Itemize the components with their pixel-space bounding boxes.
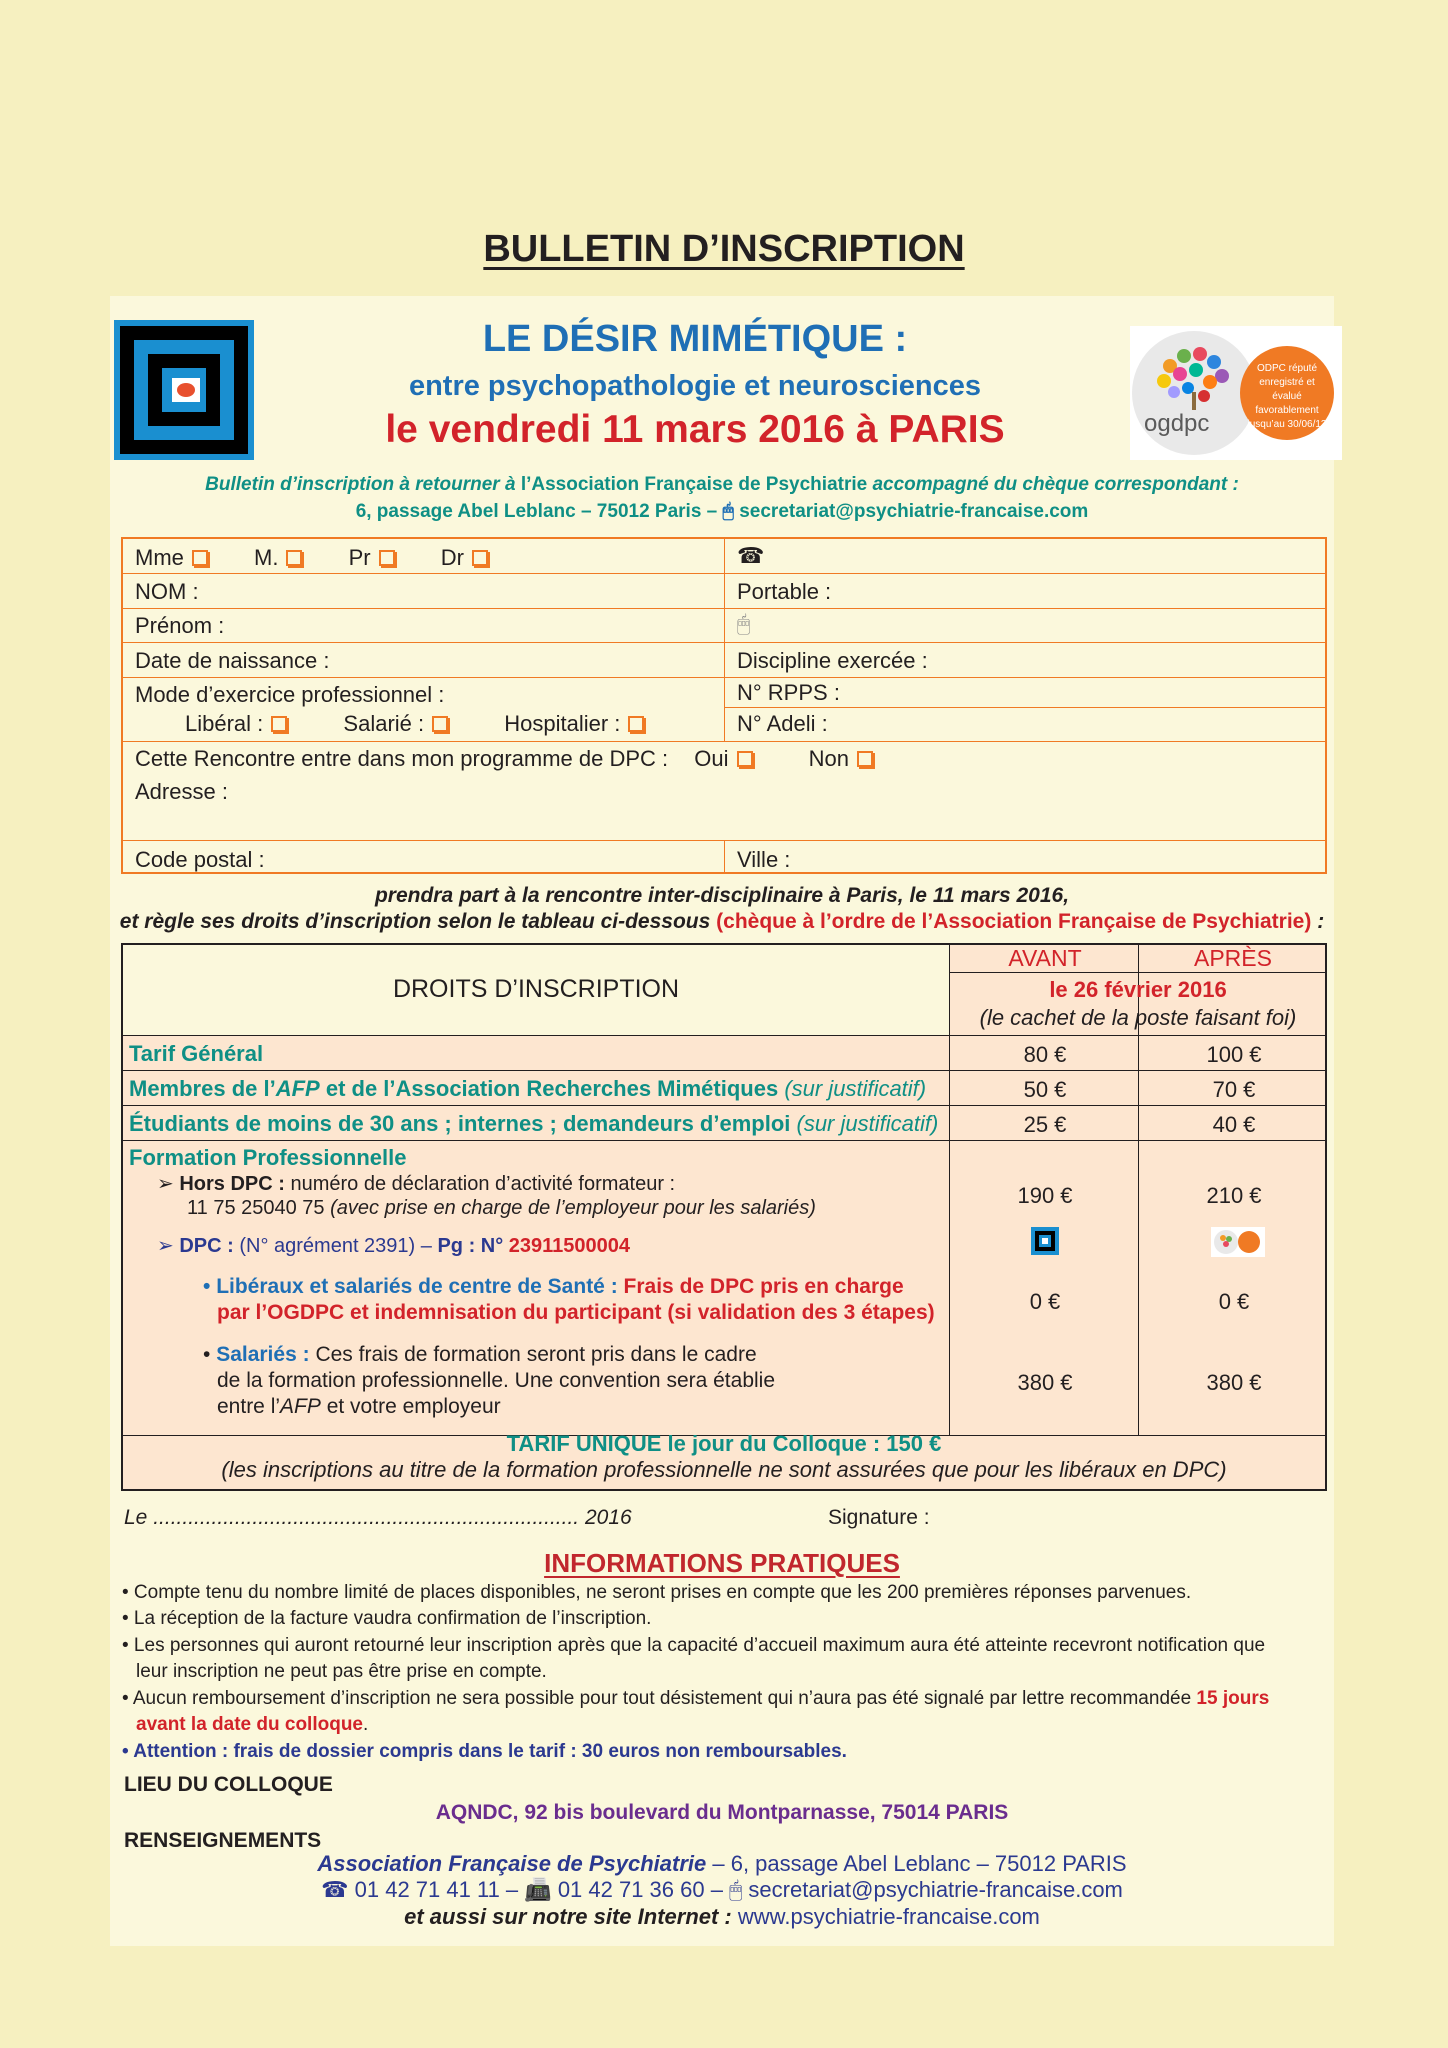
salarie-checkbox[interactable]: Salarié : <box>343 711 448 736</box>
prenom-field[interactable]: Prénom : <box>135 613 225 638</box>
signature-date[interactable]: Le ......................................................................... 2016 <box>124 1506 632 1529</box>
phone-icon: ☎ <box>737 543 765 568</box>
site-link[interactable]: www.psychiatrie-francaise.com <box>737 1904 1040 1929</box>
membres-avant: 50 € <box>1023 1077 1067 1102</box>
salaries-apres: 380 € <box>1206 1370 1262 1395</box>
etudiants-label: Étudiants de moins de 30 ans ; internes ; demandeurs d’emploi (sur justificatif) <box>129 1111 939 1136</box>
participation-line2: et règle ses droits d’inscription selon le tableau ci-dessous (chèque à l’ordre de l’Association Française de Psychiatrie) : <box>119 910 1325 933</box>
apres-header: APRÈS <box>1194 945 1272 971</box>
hors-dpc-apres: 210 € <box>1206 1183 1262 1208</box>
adresse-field[interactable]: Adresse : <box>135 779 228 804</box>
arrow-icon: ➢ <box>157 1173 174 1195</box>
info-bullet-1: • Compte tenu du nombre limité de places disponibles, ne seront prises en compte que les 200 premières réponses parvenues. <box>122 1582 1192 1603</box>
info-bullet-4: • Aucun remboursement d’inscription ne sera possible pour tout désistement qui n’aura pas été signalé par lettre recommandée 15 jours <box>122 1688 1270 1709</box>
deadline-date: le 26 février 2016 <box>1049 977 1227 1002</box>
ogdpc-text: ogdpc <box>1144 410 1210 437</box>
title-dr[interactable]: Dr <box>441 545 488 570</box>
ville-field[interactable]: Ville : <box>737 847 791 872</box>
title-m[interactable]: M. <box>254 545 302 570</box>
phone-icon: ☎ <box>321 1877 349 1902</box>
info-bullet-4b: avant la date du colloque. <box>136 1714 369 1735</box>
formation-label: Formation Professionnelle <box>129 1145 407 1170</box>
tarif-general-label: Tarif Général <box>129 1041 264 1066</box>
title-pr[interactable]: Pr <box>349 545 395 570</box>
event-date: le vendredi 11 mars 2016 à PARIS <box>385 408 1005 451</box>
liberaux-avant: 0 € <box>1029 1289 1061 1314</box>
naissance-field[interactable]: Date de naissance : <box>135 648 330 673</box>
return-address: 6, passage Abel Leblanc – 75012 Paris – 🖱 secretariat@psychiatrie-francaise.com <box>355 501 1089 522</box>
mouse-icon: 🖱 <box>729 1877 743 1902</box>
membres-label: Membres de l’AFP et de l’Association Recherches Mimétiques (sur justificatif) <box>129 1076 927 1101</box>
tarif-general-apres: 100 € <box>1206 1042 1262 1067</box>
info-bullet-3: • Les personnes qui auront retourné leur inscription après que la capacité d’accueil maximum aura été atteinte recevront notification que <box>122 1635 1266 1656</box>
contact-email[interactable]: secretariat@psychiatrie-francaise.com <box>748 1877 1123 1902</box>
renseignements-label: RENSEIGNEMENTS <box>124 1829 322 1852</box>
info-bullet-2: • La réception de la facture vaudra confirmation de l’inscription. <box>122 1608 652 1629</box>
afp-mini-logo <box>1031 1227 1059 1255</box>
hors-dpc-line: ➢ Hors DPC : numéro de déclaration d’activité formateur : <box>157 1173 676 1195</box>
cachet-note: (le cachet de la poste faisant foi) <box>979 1005 1297 1030</box>
dpc-non-checkbox[interactable]: Non <box>809 746 873 771</box>
return-email[interactable]: secretariat@psychiatrie-francaise.com <box>739 501 1089 522</box>
return-instructions: Bulletin d’inscription à retourner à l’Association Française de Psychiatrie accompagné du chèque correspondant : <box>205 474 1239 495</box>
tarif-unique: TARIF UNIQUE le jour du Colloque : 150 € <box>506 1431 942 1456</box>
liberal-checkbox[interactable]: Libéral : <box>185 711 287 736</box>
dpc-line: ➢ DPC : (N° agrément 2391) – Pg : N° 23911500004 <box>157 1235 631 1257</box>
fax-icon: 📠 <box>524 1877 552 1902</box>
contact-org: Association Française de Psychiatrie – 6, passage Abel Leblanc – 75012 PARIS <box>317 1851 1127 1876</box>
tarif-unique-note: (les inscriptions au titre de la formation professionnelle ne sont assurées que pour les libéraux en DPC) <box>221 1457 1227 1482</box>
liberaux-line2: par l’OGDPC et indemnisation du participant (si validation des 3 étapes) <box>217 1301 935 1324</box>
afp-logo <box>114 320 254 460</box>
portable-field[interactable]: Portable : <box>737 579 832 604</box>
signature-field[interactable]: Signature : <box>828 1506 930 1529</box>
mouse-icon: 🖱 <box>722 501 734 522</box>
etudiants-apres: 40 € <box>1212 1112 1256 1137</box>
salaries-line2: de la formation professionnelle. Une convention sera établie <box>217 1369 776 1392</box>
title-mme[interactable]: Mme <box>135 545 208 570</box>
discipline-field[interactable]: Discipline exercée : <box>737 648 928 673</box>
lieu-label: LIEU DU COLLOQUE <box>124 1773 333 1796</box>
dpc-oui-checkbox[interactable]: Oui <box>694 746 752 771</box>
contact-line: ☎ 01 42 71 41 11 – 📠 01 42 71 36 60 – 🖱 secretariat@psychiatrie-francaise.com <box>321 1877 1123 1902</box>
avant-header: AVANT <box>1008 945 1082 971</box>
contact-site: et aussi sur notre site Internet : www.psychiatrie-francaise.com <box>404 1904 1040 1929</box>
adeli-field[interactable]: N° Adeli : <box>737 711 828 736</box>
info-bullet-3b: leur inscription ne peut pas être prise en compte. <box>136 1661 547 1682</box>
ogdpc-badge <box>1130 326 1342 460</box>
lieu-address: AQNDC, 92 bis boulevard du Montparnasse, 75014 PARIS <box>435 1801 1009 1824</box>
participation-line1: prendra part à la rencontre inter-disciplinaire à Paris, le 11 mars 2016, <box>374 884 1070 907</box>
salaries-avant: 380 € <box>1017 1370 1073 1395</box>
rpps-field[interactable]: N° RPPS : <box>737 680 840 705</box>
hors-dpc-avant: 190 € <box>1017 1183 1073 1208</box>
tarif-general-avant: 80 € <box>1023 1042 1067 1067</box>
liberaux-apres: 0 € <box>1218 1289 1250 1314</box>
etudiants-avant: 25 € <box>1023 1112 1067 1137</box>
email-mouse-icon: 🖱 <box>737 611 751 636</box>
mode-exercice-label: Mode d’exercice professionnel : <box>135 682 445 707</box>
event-subtitle: entre psychopathologie et neurosciences <box>408 370 982 402</box>
ogdpc-mini-logo <box>1211 1227 1265 1257</box>
hors-dpc-number: 11 75 25040 75 (avec prise en charge de l’employeur pour les salariés) <box>187 1197 816 1219</box>
dpc-question: Cette Rencontre entre dans mon programme de DPC : <box>135 746 669 771</box>
event-title: LE DÉSIR MIMÉTIQUE : <box>482 318 908 360</box>
contact-phone[interactable]: 01 42 71 41 11 <box>354 1877 500 1902</box>
identity-form <box>121 537 1327 874</box>
page-title: BULLETIN D’INSCRIPTION <box>483 228 965 270</box>
fees-header: DROITS D’INSCRIPTION <box>392 975 680 1003</box>
info-title: INFORMATIONS PRATIQUES <box>544 1548 900 1578</box>
membres-apres: 70 € <box>1212 1077 1256 1102</box>
salaries-line1: • Salariés : Ces frais de formation seront pris dans le cadre <box>203 1343 757 1366</box>
liberaux-line1: • Libéraux et salariés de centre de Santé : Frais de DPC pris en charge <box>203 1275 904 1298</box>
salaries-line3: entre l’AFP et votre employeur <box>217 1395 501 1418</box>
code-postal-field[interactable]: Code postal : <box>135 847 265 872</box>
hospitalier-checkbox[interactable]: Hospitalier : <box>504 711 644 736</box>
contact-fax: 01 42 71 36 60 <box>557 1877 705 1902</box>
nom-field[interactable]: NOM : <box>135 579 199 604</box>
info-bullet-5: • Attention : frais de dossier compris dans le tarif : 30 euros non remboursables. <box>122 1741 847 1762</box>
fees-table <box>121 943 1327 1491</box>
odpc-stamp: ODPC réputé enregistré et évalué favorablement jusqu’au 30/06/13 <box>1240 346 1334 440</box>
arrow-icon: ➢ <box>157 1235 174 1257</box>
